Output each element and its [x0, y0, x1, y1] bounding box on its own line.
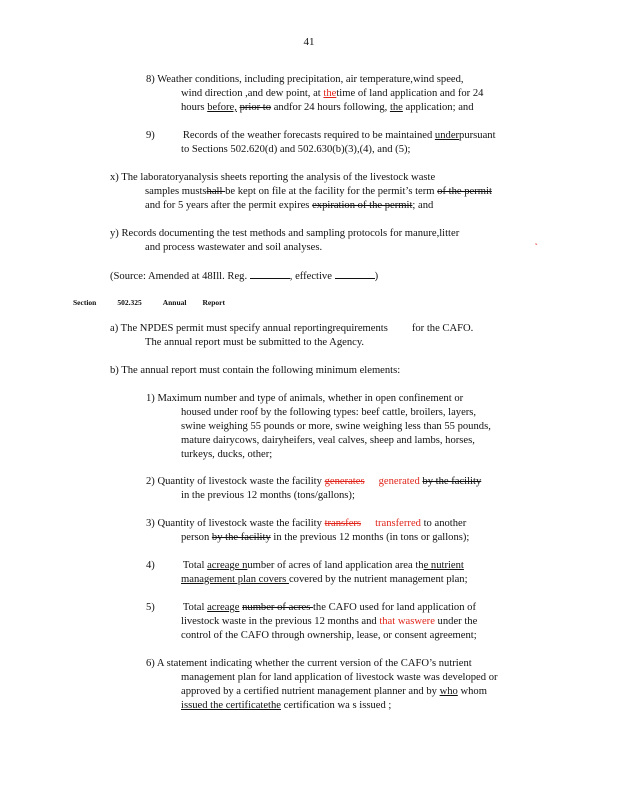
page-number: 41	[303, 36, 315, 48]
item-x-laboratory	[110, 171, 492, 213]
item-9-line-1: 9) Records of the weather forecasts required to be maintained underpursuant	[146, 130, 496, 141]
section-heading	[73, 296, 225, 310]
inserted-the: the	[323, 88, 337, 99]
element-3-quantity-transferred: 3) Quantity of livestock waste the facility transfers transferred to another person by the facility in the previous 12 months (in tons or gallons);	[146, 518, 470, 543]
item-a-line-1: a) The NPDES permit must specify annual reportingrequirements for the CAFO.	[110, 323, 474, 334]
element-4-total-acres: 4) Total acreage number of acres of land application area the nutrient management plan covers covered by the nutrient management plan;	[146, 560, 468, 585]
item-b-line-1: b) The annual report must contain the following minimum elements:	[110, 365, 401, 376]
item-y-records	[110, 227, 459, 255]
item-8-weather	[146, 73, 483, 115]
section-label: Section	[73, 298, 97, 307]
element-1-maximum: 1) Maximum number and type of animals, whether in open confinement or housed under roof by the following types: beef cattle, broilers, layers, swine weighing 55 pounds or more, swine weighing less than 55 pounds, mature dairycows, dairyheifers, veal calves, sheep and lambs, horses, turkeys, ducks, other;	[146, 393, 491, 460]
item-8-line-2: wind direction ,and dew point, at thetime of land application and for 24	[181, 88, 484, 99]
item-8-line-3: hours before, prior to andfor 24 hours following, the application; and	[181, 102, 474, 113]
item-b-annual-report	[110, 364, 400, 378]
item-x-line-1: x) The laboratoryanalysis sheets reporting the analysis of the livestock waste	[110, 172, 436, 183]
section-title-1: Annual	[162, 298, 187, 307]
reg-blank	[250, 268, 290, 279]
item-9-line-2: to Sections 502.620(d) and 502.630(b)(3),(4), and (5);	[181, 144, 411, 155]
item-8-line-1: 8) Weather conditions, including precipitation, air temperature,wind speed,	[146, 74, 464, 85]
element-5-total-acreage-used: 5) Total acreage number of acres the CAFO used for land application of livestock waste in the previous 12 months and that waswere under the control of the CAFO through ownership, lease, or consent agreement;	[146, 602, 478, 641]
item-y-line-1: y) Records documenting the test methods and sampling protocols for manure,litter	[110, 228, 460, 239]
item-x-line-3: and for 5 years after the permit expires expiration of the permit; and	[145, 200, 434, 211]
revision-mark: ˛	[535, 235, 538, 245]
struck-prior-to: prior to	[239, 102, 272, 113]
source-line: (Source: Amended at 48Ill. Reg. , effective )	[110, 268, 378, 284]
element-6-statement: 6) A statement indicating whether the current version of the CAFO’s nutrient management plan for land application of livestock waste was developed or approved by a certified nutrient management planner and by who whom issued the certificatethe certification wa s issued ;	[146, 658, 498, 711]
effective-blank	[335, 268, 375, 279]
element-2-quantity-generated: 2) Quantity of livestock waste the facility generates generated by the facility in the previous 12 months (tons/gallons);	[146, 476, 482, 501]
item-a-npdes	[110, 322, 473, 350]
section-number: 502.325	[117, 298, 142, 307]
item-y-line-2: and process wastewater and soil analyses.	[145, 242, 323, 253]
item-a-line-2: The annual report must be submitted to the Agency.	[145, 337, 365, 348]
item-9-records	[146, 129, 496, 157]
section-title-2: Report	[202, 298, 225, 307]
item-x-line-2: samples mustshall be kept on file at the facility for the permit’s term of the permit	[145, 186, 492, 197]
